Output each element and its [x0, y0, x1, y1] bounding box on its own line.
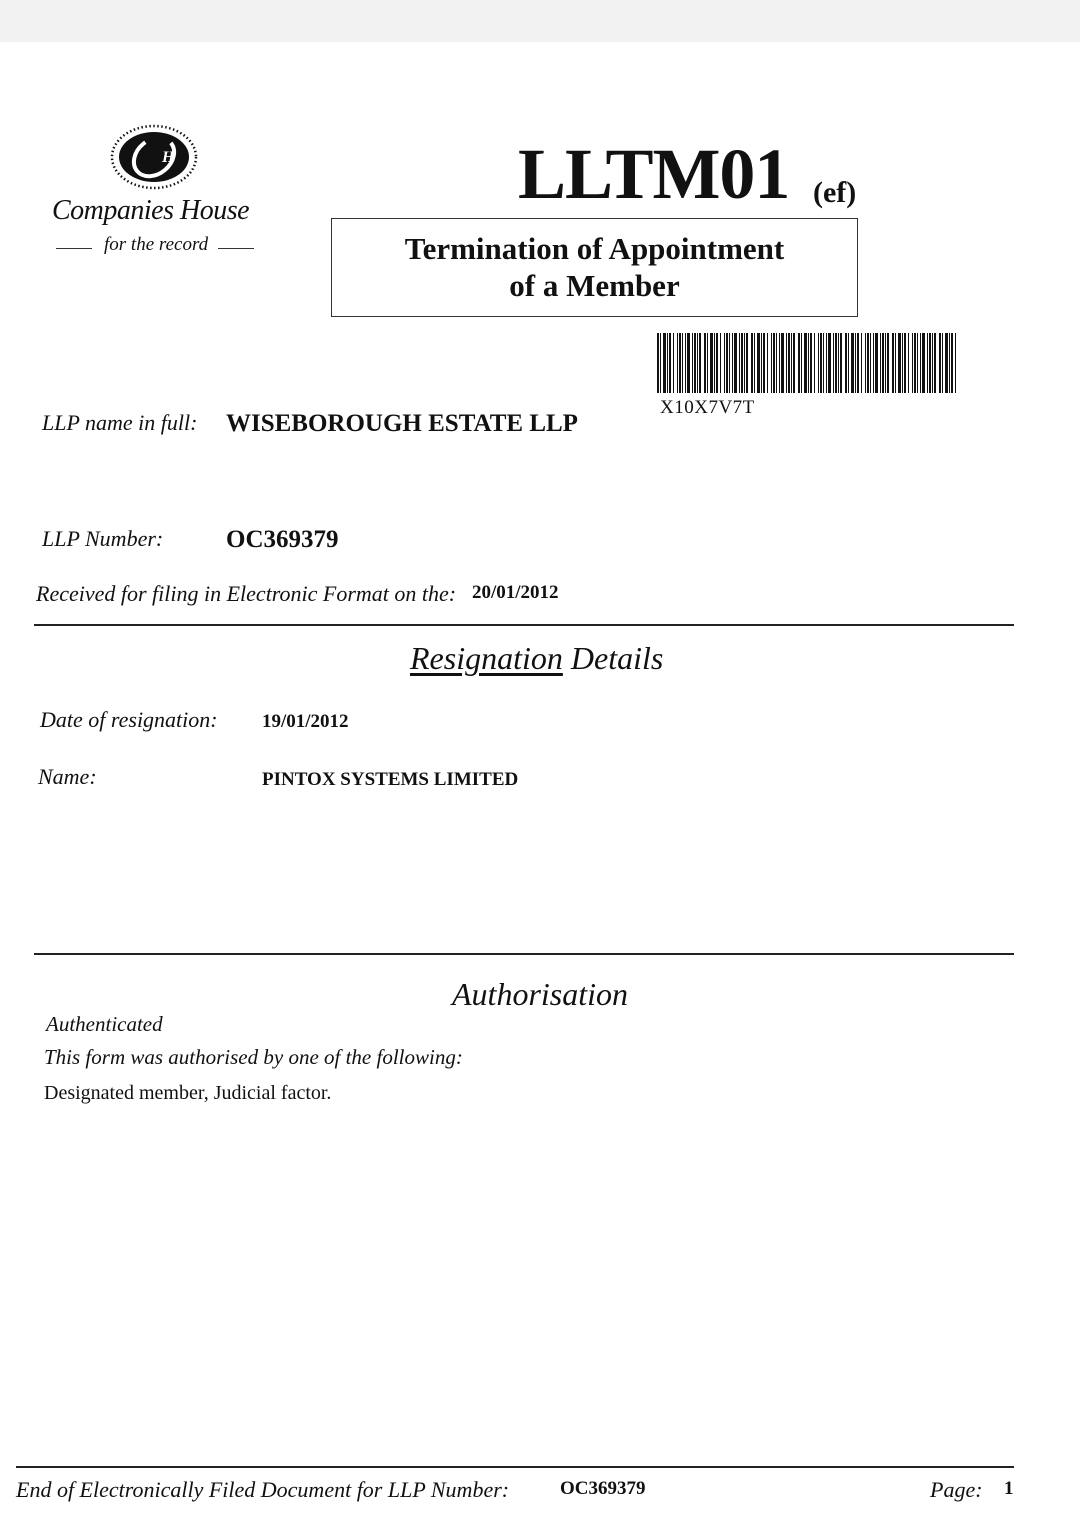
authentication-status: Authenticated [46, 1012, 163, 1036]
divider-footer [16, 1466, 1014, 1468]
resignation-heading-word1: Resignation [410, 640, 563, 676]
divider-middle [34, 953, 1014, 955]
form-title-line1: Termination of Appointment [404, 231, 785, 266]
companies-house-seal-icon [110, 124, 198, 190]
authorisers-list: Designated member, Judicial factor. [44, 1082, 332, 1104]
llp-number-label: LLP Number: [42, 526, 164, 551]
resignation-heading-word2: Details [570, 640, 664, 676]
authorisation-heading: Authorisation [452, 976, 629, 1012]
received-label: Received for filing in Electronic Format on the: [36, 581, 457, 606]
received-date-value: 20/01/2012 [472, 582, 559, 603]
logo-rule-right [218, 248, 254, 249]
logo-name: Companies House [52, 195, 250, 226]
resignation-date-value: 19/01/2012 [262, 711, 349, 732]
authorisation-intro: This form was authorised by one of the following: [44, 1045, 463, 1069]
divider-top [34, 624, 1014, 626]
llp-name-value: WISEBOROUGH ESTATE LLP [226, 410, 578, 437]
footer-page-number: 1 [1004, 1478, 1014, 1499]
barcode-icon [657, 333, 959, 393]
footer-label: End of Electronically Filed Document for LLP Number: [16, 1477, 510, 1502]
footer-llp-number: OC369379 [560, 1478, 646, 1499]
resignation-name-label: Name: [38, 764, 97, 789]
resignation-name-value: PINTOX SYSTEMS LIMITED [262, 769, 519, 790]
footer-page-label: Page: [930, 1477, 983, 1502]
svg-text:H: H [162, 149, 175, 166]
form-suffix: (ef) [813, 176, 857, 209]
resignation-date-label: Date of resignation: [40, 707, 218, 732]
logo-tagline: for the record [104, 234, 209, 255]
top-bar [0, 0, 1080, 42]
form-title-box [331, 218, 858, 317]
resignation-heading [410, 640, 663, 677]
llp-name-label: LLP name in full: [42, 410, 198, 435]
barcode-text: X10X7V7T [660, 397, 755, 418]
logo-rule-left [56, 248, 92, 249]
llp-number-value: OC369379 [226, 526, 339, 553]
form-code: LLTM01 [518, 134, 790, 214]
form-title-line2: of a Member [509, 268, 680, 303]
